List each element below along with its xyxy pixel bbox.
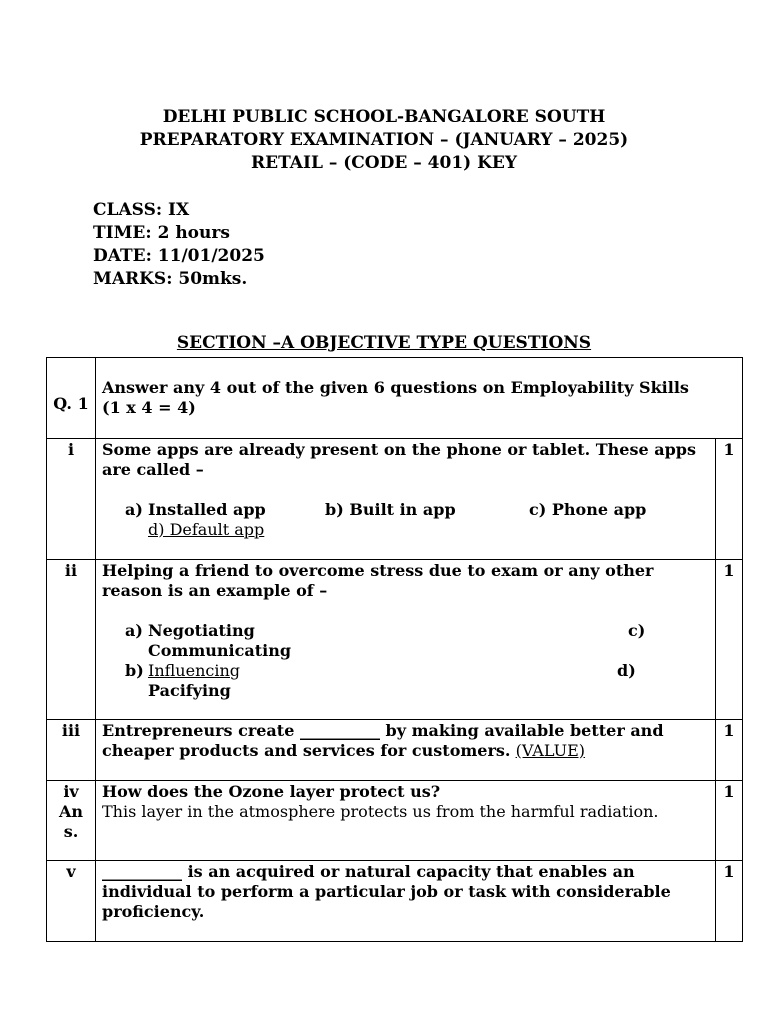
- answer-text: (VALUE): [515, 741, 585, 760]
- table-row: [47, 560, 743, 720]
- section-title: SECTION –A OBJECTIVE TYPE QUESTIONS: [176, 333, 592, 353]
- question-number: [47, 781, 96, 861]
- questions-table: [46, 357, 743, 942]
- marks: 1: [716, 720, 743, 781]
- options-row: [125, 621, 709, 641]
- question-number: v: [47, 861, 96, 942]
- question-number: ii: [47, 560, 96, 720]
- option-label: b): [125, 661, 144, 680]
- exam-info: [93, 199, 265, 291]
- marks: 1: [716, 439, 743, 560]
- table-row: [47, 439, 743, 560]
- option-c: c) Phone app: [529, 500, 647, 519]
- option-c: Communicating: [148, 641, 292, 660]
- document-header: [0, 106, 768, 175]
- option-label: c): [628, 621, 646, 640]
- school-name: DELHI PUBLIC SCHOOL-BANGALORE SOUTH: [162, 107, 606, 127]
- option-label: d): [617, 661, 636, 680]
- option-b-answer: Influencing: [148, 661, 240, 680]
- table-row: [47, 861, 743, 942]
- question-number: iii: [47, 720, 96, 781]
- option-a: Negotiating: [148, 621, 255, 640]
- question-number: i: [47, 439, 96, 560]
- answer-label: An s.: [58, 802, 84, 841]
- table-row: [47, 781, 743, 861]
- question-stem: How does the Ozone layer protect us?: [102, 782, 441, 801]
- question-text: [96, 358, 743, 439]
- table-row: [47, 358, 743, 439]
- options-row: [125, 500, 709, 520]
- options-row: [125, 661, 709, 681]
- option-d-answer: d) Default app: [148, 520, 265, 539]
- question-stem: Helping a friend to overcome stress due to exam or any other reason is an example of –: [102, 561, 654, 600]
- question-stem: Some apps are already present on the phone or tablet. These apps are called –: [102, 440, 696, 479]
- option-d: Pacifying: [148, 681, 231, 700]
- option-b: b) Built in app: [325, 500, 456, 519]
- question-text: [96, 560, 716, 720]
- exam-title: PREPARATORY EXAMINATION – (JANUARY – 2025): [139, 130, 629, 150]
- question-text: [96, 439, 716, 560]
- question-text: __________ is an acquired or natural capacity that enables an individual to perform a particular job or task with considerable proficiency.: [96, 861, 716, 942]
- question-stem: Entrepreneurs create __________ by making available better and cheaper products and services for customers.: [102, 721, 664, 760]
- question-number-text: iv: [63, 782, 79, 801]
- option-label: a): [125, 500, 143, 519]
- answer-text: This layer in the atmosphere protects us from the harmful radiation.: [102, 802, 659, 821]
- question-text: [96, 720, 716, 781]
- instruction-text: Answer any 4 out of the given 6 questions on Employability Skills: [102, 378, 689, 397]
- time-info: TIME: 2 hours: [93, 223, 230, 243]
- marks-note: (1 x 4 = 4): [102, 398, 196, 417]
- marks: 1: [716, 781, 743, 861]
- marks-info: MARKS: 50mks.: [93, 269, 248, 289]
- marks: 1: [716, 560, 743, 720]
- subject-title: RETAIL – (CODE – 401) KEY: [251, 153, 517, 173]
- date-info: DATE: 11/01/2025: [93, 246, 265, 266]
- option-a: Installed app: [148, 500, 266, 519]
- table-row: [47, 720, 743, 781]
- question-number: Q. 1: [47, 358, 96, 439]
- option-label: a): [125, 621, 143, 640]
- question-text: [96, 781, 716, 861]
- marks: 1: [716, 861, 743, 942]
- class-info: CLASS: IX: [93, 200, 190, 220]
